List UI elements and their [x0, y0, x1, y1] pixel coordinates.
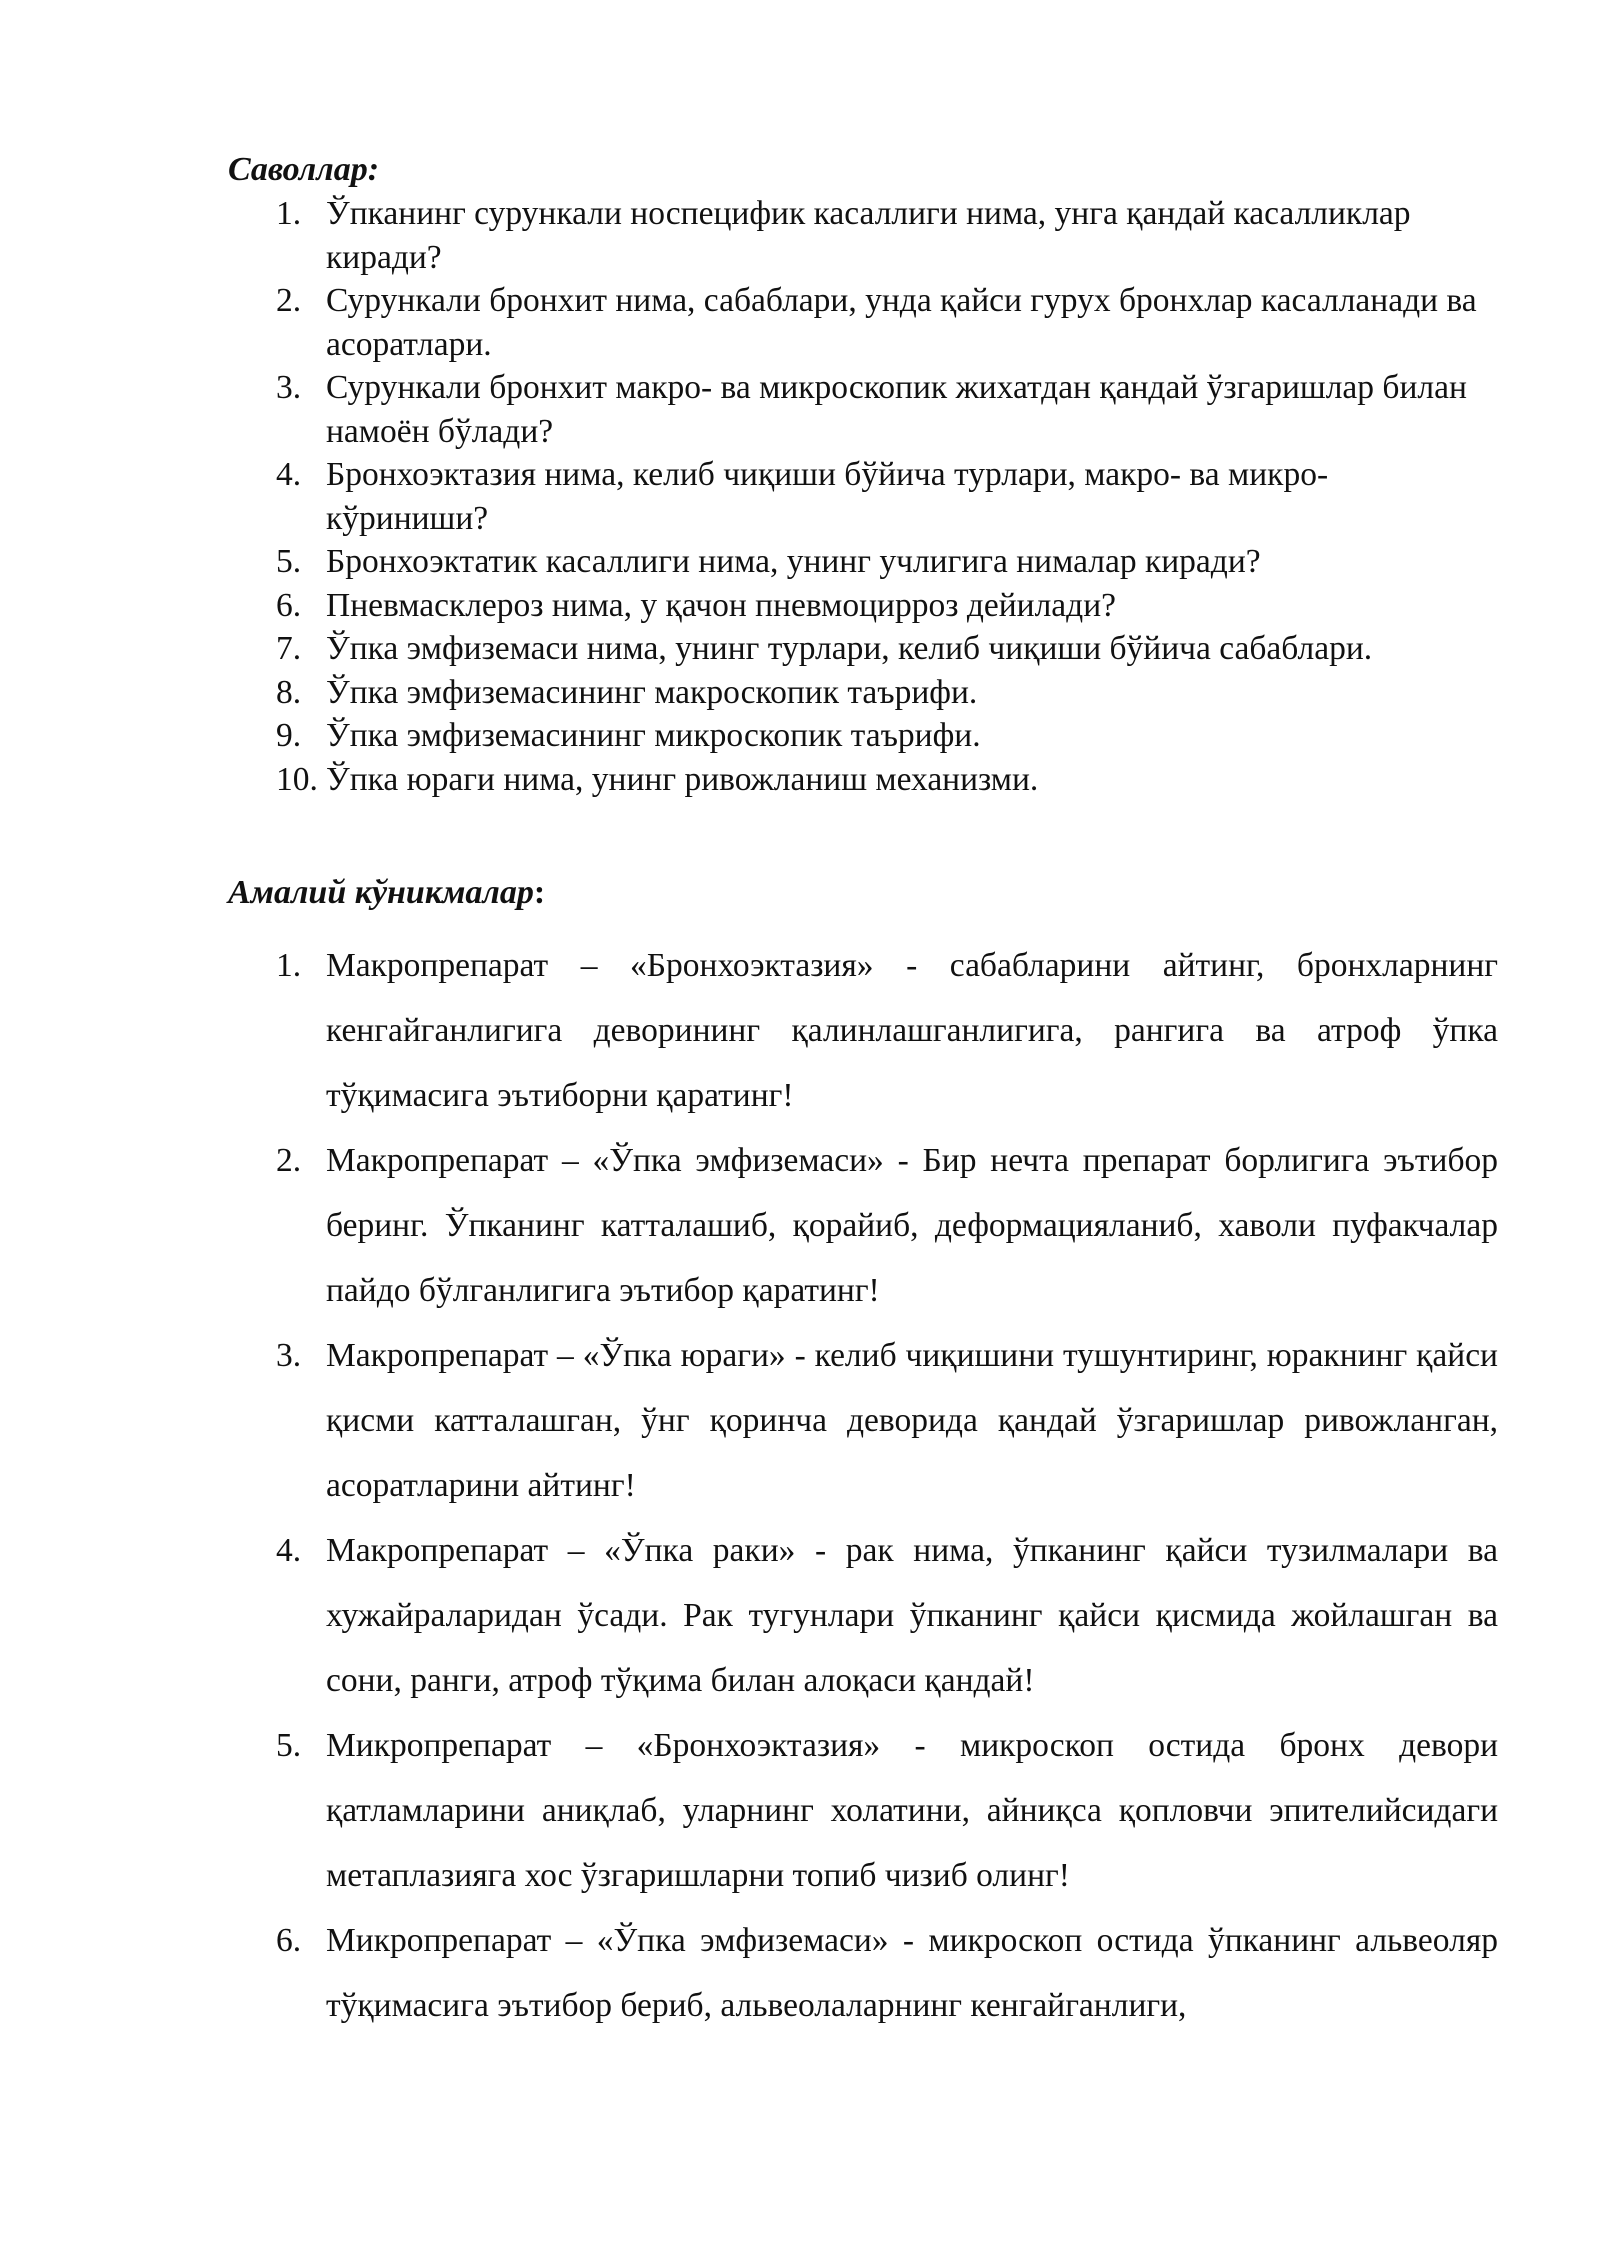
skill-text: Микропрепарат – «Бронхоэктазия» - микроскоп остида бронх девори қатламларини аниқлаб, уларнинг холатини, айниқса қопловчи эпителийсидаги метаплазияга хос ўзгаришларни топиб чизиб олинг!: [326, 1727, 1498, 1894]
questions-list: [228, 192, 1498, 801]
question-item: [228, 758, 1498, 802]
skill-item: [228, 1713, 1498, 1908]
skill-item: [228, 1518, 1498, 1713]
skills-heading-text: Амалий кўникмалар: [228, 874, 534, 911]
skills-list: [228, 933, 1498, 2038]
question-item: [228, 627, 1498, 671]
question-text: Ўпка юраги нима, унинг ривожланиш механизми.: [326, 760, 1039, 798]
skill-text: Макропрепарат – «Бронхоэктазия» - сабабларини айтинг, бронхларнинг кенгайганлигига деворининг қалинлашганлигига, рангига ва атроф ўпка тўқимасига эътиборни қаратинг!: [326, 947, 1498, 1114]
skill-number: 3.: [276, 1337, 302, 1374]
question-number: 1.: [276, 195, 302, 232]
question-item: [228, 671, 1498, 715]
skill-number: 6.: [276, 1922, 302, 1959]
questions-heading: Саволлар:: [228, 151, 380, 188]
question-text: Бронхоэктатик касаллиги нима, унинг учлигига нималар киради?: [326, 543, 1261, 580]
skill-text: Микропрепарат – «Ўпка эмфиземаси» - микроскоп остида ўпканинг альвеоляр тўқимасига эътибор бериб, альвеолаларнинг кенгайганлиги,: [326, 1922, 1498, 2024]
skill-item: [228, 933, 1498, 1128]
question-number: 6.: [276, 586, 302, 624]
skill-item: [228, 1908, 1498, 2038]
skill-item: [228, 1323, 1498, 1518]
skill-number: 5.: [276, 1727, 302, 1764]
question-number: 2.: [276, 282, 302, 319]
question-text: Ўпка эмфиземасининг макроскопик таърифи.: [326, 673, 978, 711]
question-number: 5.: [276, 543, 302, 580]
skill-text: Макропрепарат – «Ўпка юраги» - келиб чиқишини тушунтиринг, юракнинг қайси қисми катталашган, ўнг қоринча деворида қандай ўзгаришлар ривожланган, асоратларини айтинг!: [326, 1337, 1498, 1504]
page-content: [228, 148, 1498, 2038]
skill-text: Макропрепарат – «Ўпка раки» - рак нима, ўпканинг қайси тузилмалари ва хужайраларидан ўсади. Рак тугунлари ўпканинг қайси қисмида жойлашган ва сони, ранги, атроф тўқима билан алоқаси қандай!: [326, 1532, 1498, 1699]
skill-item: [228, 1128, 1498, 1323]
question-item: [228, 366, 1498, 453]
question-item: [228, 540, 1498, 584]
skill-number: 4.: [276, 1532, 302, 1569]
question-text: Ўпка эмфиземаси нима, унинг турлари, келиб чиқиши бўйича сабаблари.: [326, 630, 1373, 667]
question-text: Сурункали бронхит макро- ва микроскопик жихатдан қандай ўзгаришлар билан намоён бўлади?: [326, 369, 1467, 450]
skills-heading: [228, 871, 1498, 915]
question-item: [228, 192, 1498, 279]
question-text: Пневмасклероз нима, у қачон пневмоцирроз дейилади?: [326, 586, 1117, 624]
question-item: [228, 714, 1498, 758]
skill-number: 2.: [276, 1142, 302, 1179]
question-number: 9.: [276, 717, 302, 754]
question-number: 4.: [276, 456, 302, 493]
question-item: [228, 279, 1498, 366]
skills-heading-colon: :: [533, 874, 546, 911]
question-item: [228, 453, 1498, 540]
question-number: 3.: [276, 369, 302, 406]
question-number: 10.: [276, 760, 318, 798]
question-text: Сурункали бронхит нима, сабаблари, унда қайси гурух бронхлар касалланади ва асоратлари.: [326, 282, 1477, 363]
question-number: 8.: [276, 673, 302, 711]
skill-number: 1.: [276, 947, 302, 984]
question-number: 7.: [276, 630, 302, 667]
question-text: Ўпканинг сурункали носпецифик касаллиги нима, унга қандай касалликлар киради?: [326, 195, 1411, 276]
question-item: [228, 584, 1498, 628]
question-text: Бронхоэктазия нима, келиб чиқиши бўйича турлари, макро- ва микро- кўриниши?: [326, 456, 1329, 537]
skill-text: Макропрепарат – «Ўпка эмфиземаси» - Бир нечта препарат борлигига эътибор беринг. Ўпканинг катталашиб, қорайиб, деформацияланиб, хаволи пуфакчалар пайдо бўлганлигига эътибор қаратинг!: [326, 1142, 1498, 1309]
question-text: Ўпка эмфиземасининг микроскопик таърифи.: [326, 717, 981, 754]
